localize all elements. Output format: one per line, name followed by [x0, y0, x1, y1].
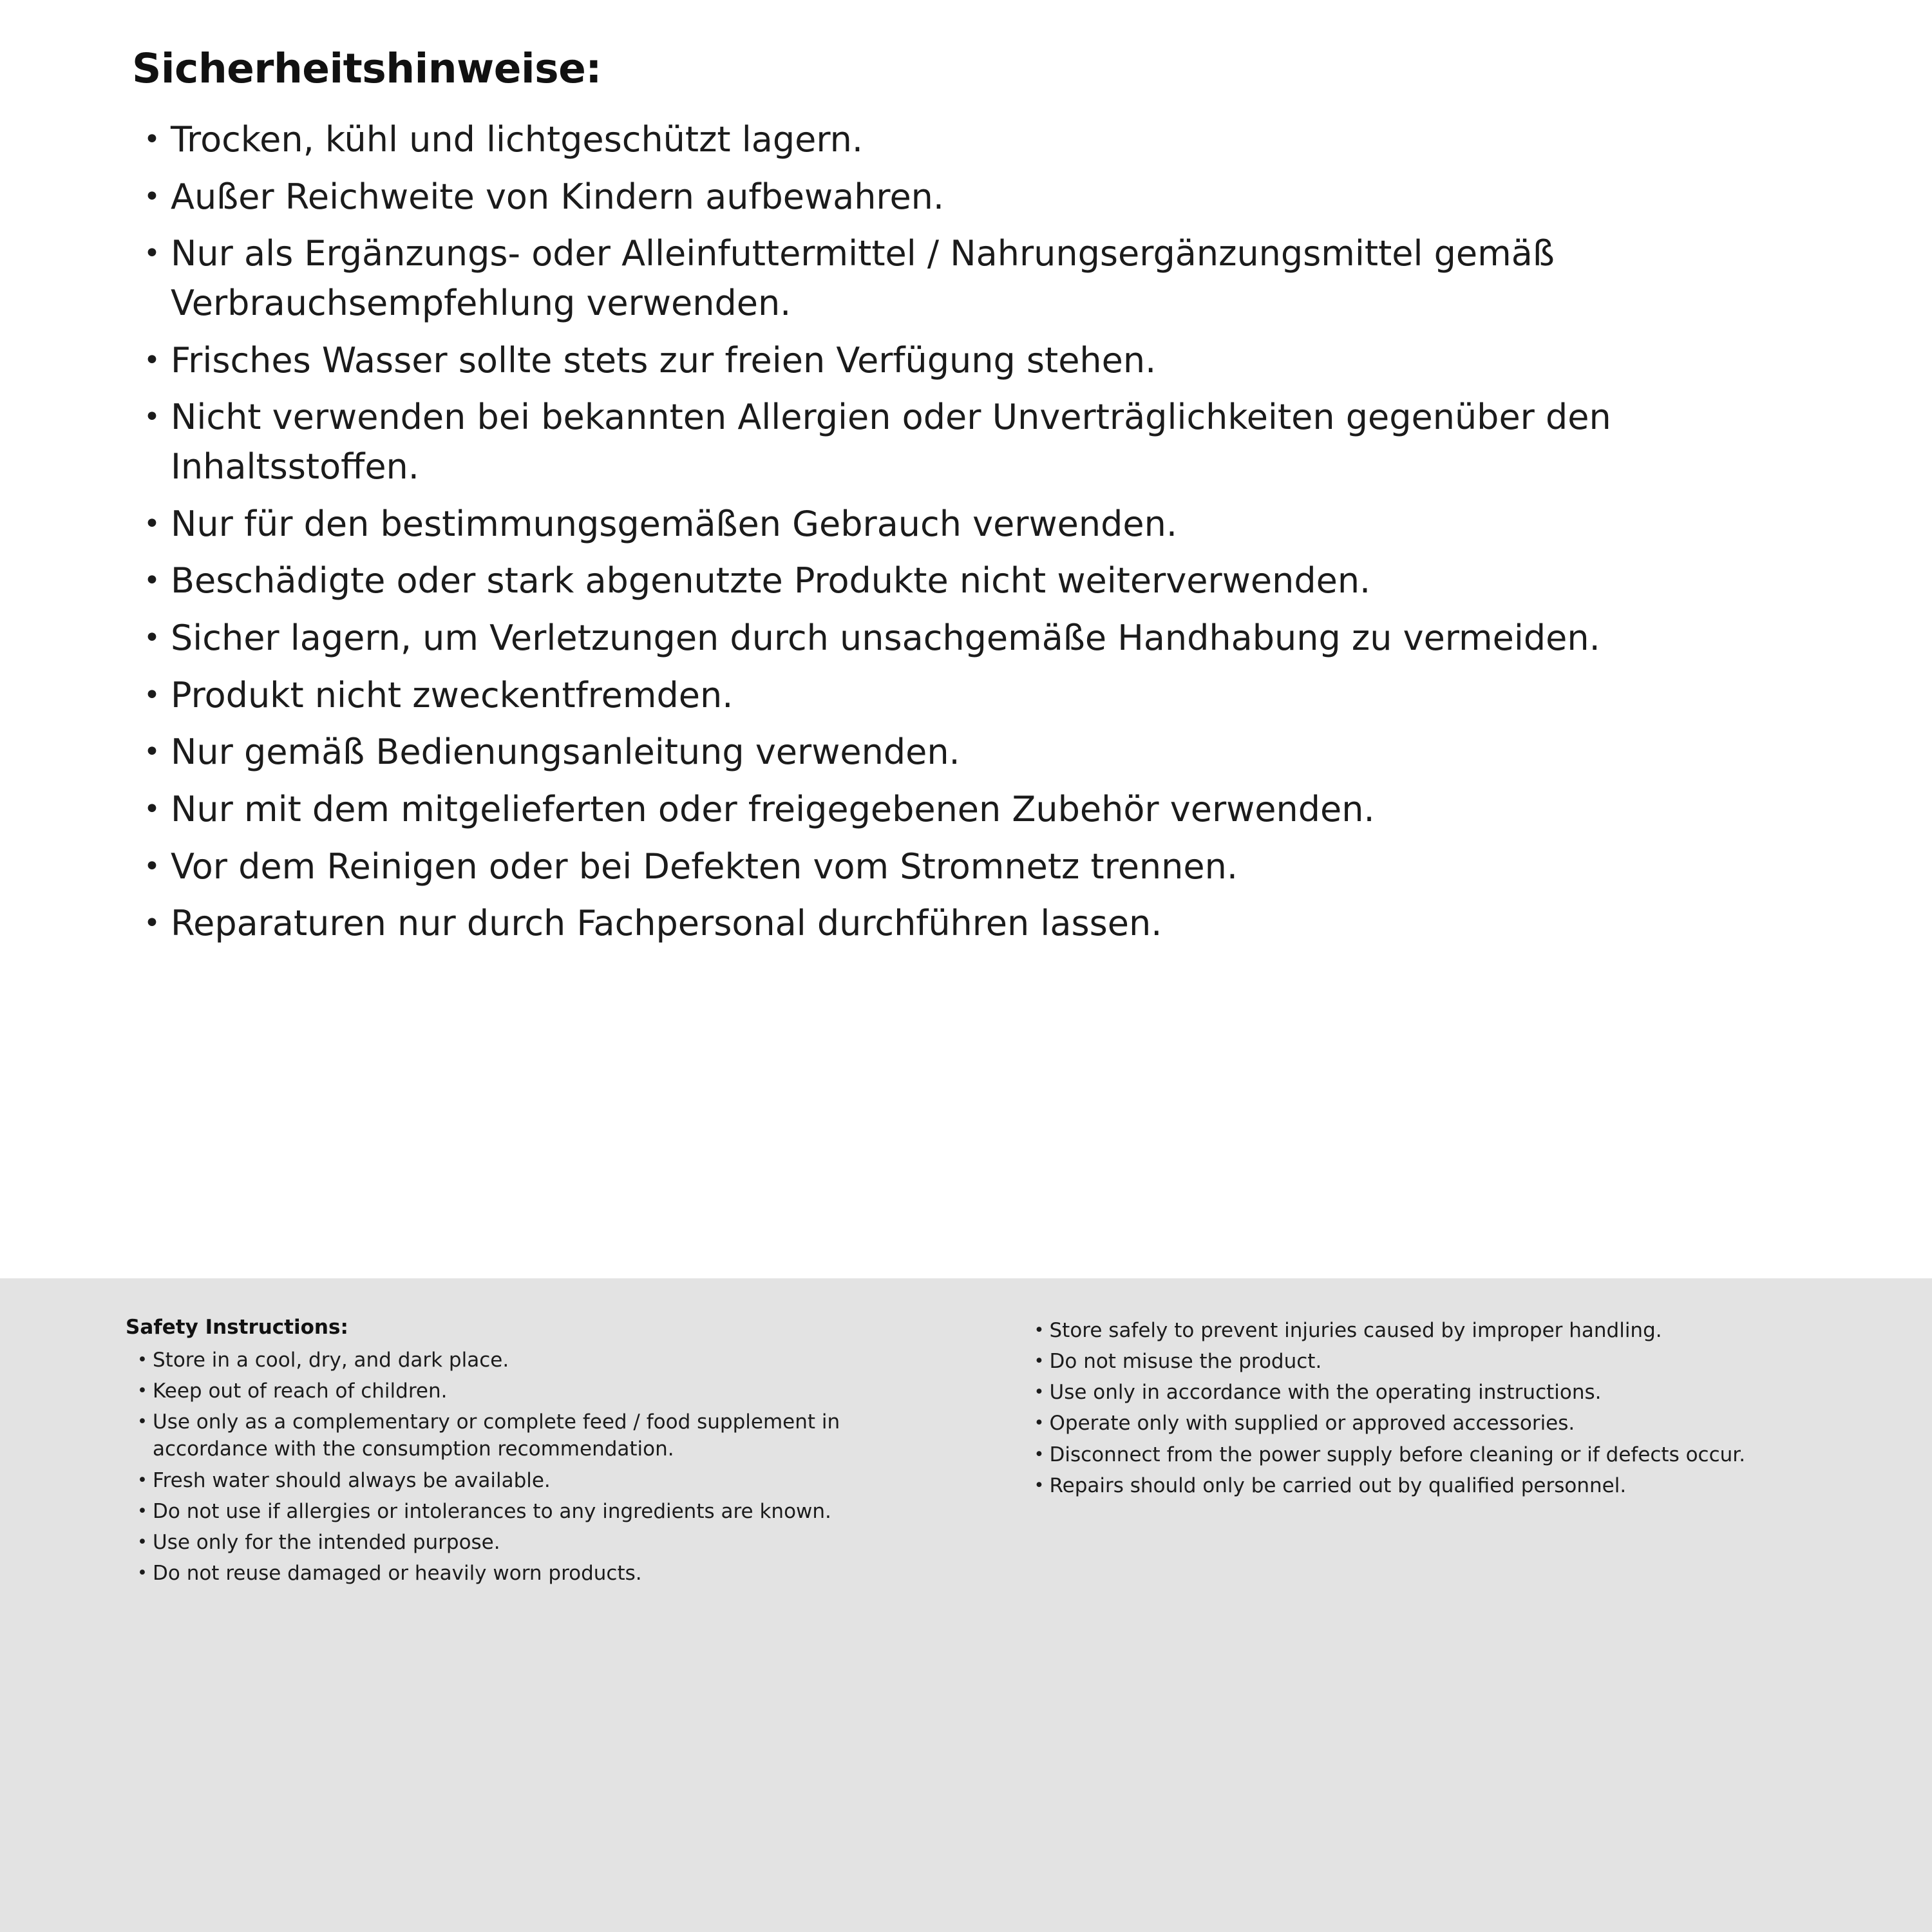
- list-item: [1023, 1379, 1855, 1406]
- list-item: [126, 1529, 958, 1556]
- list-item-text: Reparaturen nur durch Fachpersonal durchführen lassen.: [171, 903, 1162, 944]
- bullet-icon: •: [144, 180, 160, 213]
- list-item-text: Do not misuse the product.: [1049, 1350, 1322, 1374]
- bullet-icon: •: [1034, 1351, 1045, 1372]
- list-item: [1023, 1441, 1855, 1468]
- list-item-text: Store in a cool, dry, and dark place.: [153, 1349, 509, 1372]
- english-safety-section: [0, 1278, 1932, 1932]
- list-item-text: Disconnect from the power supply before cleaning or if defects occur.: [1049, 1443, 1746, 1466]
- list-item-text: Use only as a complementary or complete feed / food supplement in accordance with the consumption recommendation.: [153, 1410, 840, 1461]
- bullet-icon: •: [144, 343, 160, 377]
- list-item: [1023, 1317, 1855, 1344]
- bullet-icon: •: [144, 401, 160, 434]
- list-item-text: Sicher lagern, um Verletzungen durch unsachgemäße Handhabung zu vermeiden.: [171, 618, 1600, 659]
- bullet-icon: •: [144, 678, 160, 712]
- list-item-text: Fresh water should always be available.: [153, 1468, 551, 1492]
- bullet-icon: •: [144, 237, 160, 270]
- bullet-icon: •: [137, 1350, 147, 1370]
- bullet-icon: •: [144, 907, 160, 940]
- list-item: [126, 173, 1861, 222]
- list-item-text: Außer Reichweite von Kindern aufbewahren.: [171, 176, 945, 217]
- bullet-icon: •: [137, 1470, 147, 1490]
- english-section-title: Safety Instructions:: [126, 1316, 348, 1339]
- list-item: [126, 1347, 958, 1374]
- bullet-icon: •: [1034, 1475, 1045, 1495]
- list-item-text: Nur gemäß Bedienungsanleitung verwenden.: [171, 732, 960, 773]
- list-item-text: Produkt nicht zweckentfremden.: [171, 674, 734, 715]
- english-column-right: [1023, 1316, 1855, 1906]
- list-item: [126, 393, 1861, 491]
- bullet-icon: •: [144, 564, 160, 598]
- page-title: Sicherheitshinweise:: [132, 45, 601, 92]
- bullet-icon: •: [1034, 1320, 1045, 1340]
- bullet-icon: •: [144, 507, 160, 540]
- list-item: [126, 1408, 958, 1463]
- bullet-icon: •: [144, 849, 160, 883]
- english-safety-list-left: [126, 1347, 958, 1587]
- list-item: [126, 1498, 958, 1525]
- bullet-icon: •: [137, 1531, 147, 1552]
- list-item: [1023, 1472, 1855, 1499]
- list-item-text: Beschädigte oder stark abgenutzte Produkte nicht weiterverwenden.: [171, 560, 1371, 601]
- list-item: [126, 500, 1861, 549]
- bullet-icon: •: [144, 793, 160, 826]
- list-item-text: Frisches Wasser sollte stets zur freien Verfügung stehen.: [171, 339, 1157, 381]
- bullet-icon: •: [137, 1381, 147, 1401]
- bullet-icon: •: [137, 1412, 147, 1432]
- list-item: [1023, 1410, 1855, 1437]
- bullet-icon: •: [1034, 1444, 1045, 1464]
- bullet-icon: •: [1034, 1382, 1045, 1403]
- list-item: [126, 1467, 958, 1494]
- bullet-icon: •: [1034, 1413, 1045, 1434]
- list-item-text: Use only for the intended purpose.: [153, 1530, 500, 1554]
- list-item-text: Keep out of reach of children.: [153, 1379, 448, 1403]
- bullet-icon: •: [137, 1501, 147, 1521]
- list-item-text: Do not use if allergies or intolerances to any ingredients are known.: [153, 1499, 831, 1523]
- list-item-text: Nur mit dem mitgelieferten oder freigegebenen Zubehör verwenden.: [171, 789, 1375, 830]
- list-item: [126, 842, 1861, 892]
- english-column-left: [126, 1316, 958, 1906]
- list-item: [126, 614, 1861, 663]
- list-item: [126, 1560, 958, 1587]
- list-item: [126, 336, 1861, 386]
- list-item-text: Store safely to prevent injuries caused by improper handling.: [1049, 1319, 1662, 1342]
- bullet-icon: •: [144, 123, 160, 156]
- list-item-text: Do not reuse damaged or heavily worn products.: [153, 1562, 642, 1586]
- english-safety-list-right: [1023, 1317, 1855, 1499]
- list-item-text: Operate only with supplied or approved accessories.: [1049, 1412, 1575, 1435]
- list-item-text: Use only in accordance with the operating instructions.: [1049, 1381, 1602, 1405]
- bullet-icon: •: [137, 1563, 147, 1584]
- list-item: [126, 728, 1861, 777]
- list-item: [1023, 1348, 1855, 1375]
- list-item-text: Repairs should only be carried out by qualified personnel.: [1049, 1473, 1627, 1497]
- list-item: [126, 899, 1861, 949]
- list-item-text: Nicht verwenden bei bekannten Allergien oder Unverträglichkeiten gegenüber den Inhaltsstoffen.: [171, 397, 1611, 488]
- list-item-text: Trocken, kühl und lichtgeschützt lagern.: [171, 119, 863, 160]
- list-item-text: Nur für den bestimmungsgemäßen Gebrauch verwenden.: [171, 503, 1177, 544]
- list-item: [126, 556, 1861, 606]
- german-safety-list: [126, 115, 1861, 949]
- list-item: [126, 1378, 958, 1405]
- list-item-text: Vor dem Reinigen oder bei Defekten vom Stromnetz trennen.: [171, 846, 1238, 887]
- list-item: [126, 115, 1861, 165]
- list-item-text: Nur als Ergänzungs- oder Alleinfuttermittel / Nahrungsergänzungsmittel gemäß Verbrauchsempfehlung verwenden.: [171, 233, 1555, 324]
- bullet-icon: •: [144, 735, 160, 769]
- list-item: [126, 785, 1861, 835]
- list-item: [126, 671, 1861, 721]
- list-item: [126, 229, 1861, 328]
- bullet-icon: •: [144, 621, 160, 655]
